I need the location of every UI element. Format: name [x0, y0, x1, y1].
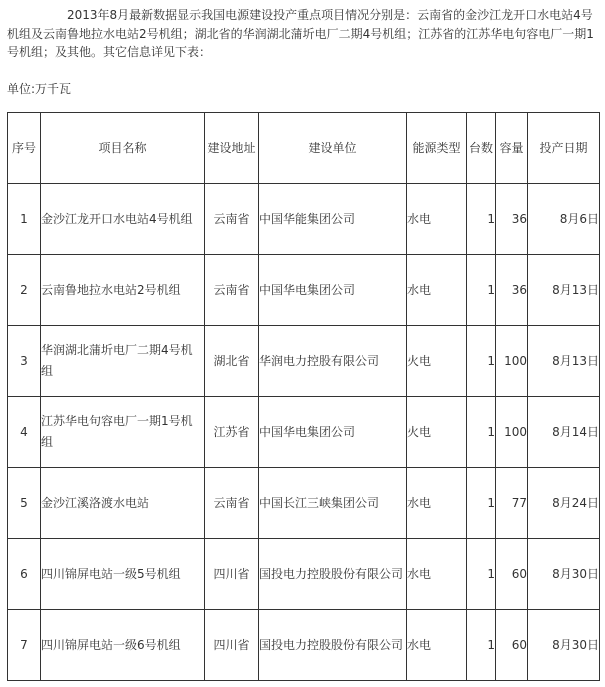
cell-name: 四川锦屏电站一级6号机组 [41, 610, 205, 681]
cell-date: 8月30日 [528, 610, 600, 681]
cell-name: 四川锦屏电站一级5号机组 [41, 539, 205, 610]
cell-no: 6 [8, 539, 41, 610]
header-count: 台数 [467, 113, 496, 184]
cell-builder: 国投电力控股股份有限公司 [259, 539, 407, 610]
cell-location: 四川省 [205, 610, 259, 681]
table-row [8, 610, 600, 681]
unit-label: 单位:万千瓦 [7, 82, 72, 96]
cell-no: 3 [8, 326, 41, 397]
cell-name: 云南鲁地拉水电站2号机组 [41, 255, 205, 326]
cell-name: 金沙江龙开口水电站4号机组 [41, 184, 205, 255]
cell-count: 1 [467, 610, 496, 681]
cell-location: 云南省 [205, 184, 259, 255]
cell-no: 5 [8, 468, 41, 539]
cell-location: 云南省 [205, 468, 259, 539]
table-row [8, 184, 600, 255]
cell-no: 4 [8, 397, 41, 468]
cell-capacity: 100 [496, 326, 528, 397]
cell-count: 1 [467, 184, 496, 255]
cell-capacity: 77 [496, 468, 528, 539]
cell-energy: 水电 [407, 468, 467, 539]
table-row [8, 255, 600, 326]
cell-count: 1 [467, 397, 496, 468]
cell-builder: 华润电力控股有限公司 [259, 326, 407, 397]
cell-count: 1 [467, 326, 496, 397]
cell-energy: 水电 [407, 255, 467, 326]
cell-date: 8月13日 [528, 326, 600, 397]
cell-energy: 火电 [407, 326, 467, 397]
cell-energy: 水电 [407, 539, 467, 610]
cell-builder: 中国华能集团公司 [259, 184, 407, 255]
cell-location: 云南省 [205, 255, 259, 326]
cell-no: 7 [8, 610, 41, 681]
table-header-row [8, 113, 600, 184]
cell-capacity: 100 [496, 397, 528, 468]
header-location: 建设地址 [205, 113, 259, 184]
table-row [8, 397, 600, 468]
projects-table [7, 112, 600, 681]
cell-name: 江苏华电句容电厂一期1号机组 [41, 397, 205, 468]
cell-location: 湖北省 [205, 326, 259, 397]
cell-builder: 中国华电集团公司 [259, 397, 407, 468]
cell-no: 1 [8, 184, 41, 255]
cell-no: 2 [8, 255, 41, 326]
cell-capacity: 60 [496, 539, 528, 610]
intro-paragraph: 2013年8月最新数据显示我国电源建设投产重点项目情况分别是：云南省的金沙江龙开口水电站4号机组及云南鲁地拉水电站2号机组；湖北省的华润湖北蒲圻电厂二期4号机组；江苏省的江苏华电句容电厂一期1号机组；及其他。其它信息详见下表： [7, 8, 594, 59]
header-energy: 能源类型 [407, 113, 467, 184]
header-name: 项目名称 [41, 113, 205, 184]
cell-date: 8月24日 [528, 468, 600, 539]
cell-capacity: 36 [496, 184, 528, 255]
cell-location: 江苏省 [205, 397, 259, 468]
table-row [8, 468, 600, 539]
header-capacity: 容量 [496, 113, 528, 184]
cell-date: 8月6日 [528, 184, 600, 255]
cell-date: 8月14日 [528, 397, 600, 468]
cell-name: 金沙江溪洛渡水电站 [41, 468, 205, 539]
header-no: 序号 [8, 113, 41, 184]
cell-count: 1 [467, 255, 496, 326]
cell-capacity: 60 [496, 610, 528, 681]
cell-energy: 水电 [407, 184, 467, 255]
table-row [8, 326, 600, 397]
header-date: 投产日期 [528, 113, 600, 184]
cell-date: 8月30日 [528, 539, 600, 610]
cell-count: 1 [467, 539, 496, 610]
cell-count: 1 [467, 468, 496, 539]
header-builder: 建设单位 [259, 113, 407, 184]
cell-name: 华润湖北蒲圻电厂二期4号机组 [41, 326, 205, 397]
table-row [8, 539, 600, 610]
cell-location: 四川省 [205, 539, 259, 610]
cell-date: 8月13日 [528, 255, 600, 326]
cell-energy: 火电 [407, 397, 467, 468]
cell-builder: 中国长江三峡集团公司 [259, 468, 407, 539]
cell-energy: 水电 [407, 610, 467, 681]
cell-builder: 中国华电集团公司 [259, 255, 407, 326]
cell-builder: 国投电力控股股份有限公司 [259, 610, 407, 681]
cell-capacity: 36 [496, 255, 528, 326]
